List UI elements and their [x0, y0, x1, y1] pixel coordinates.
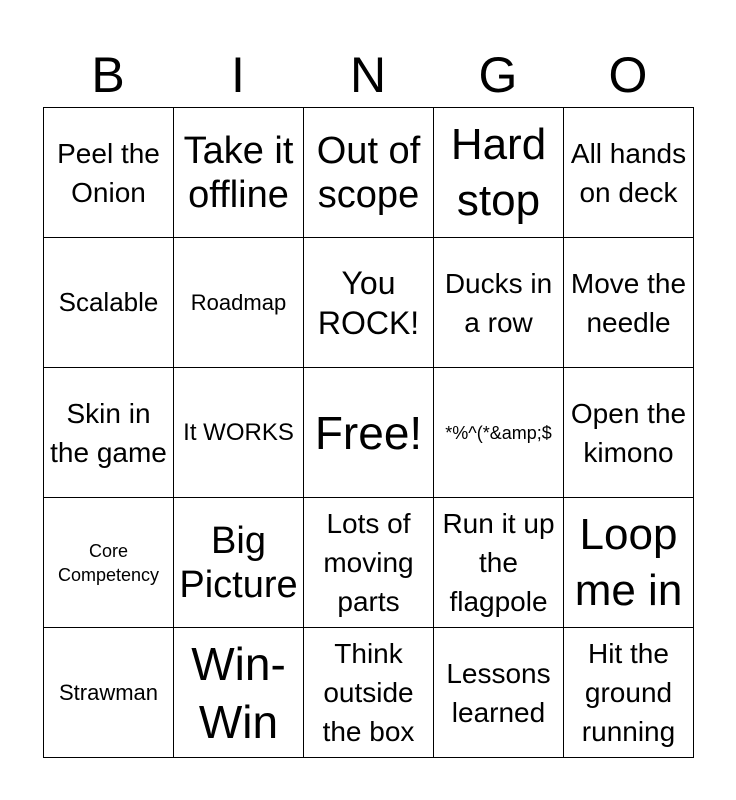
bingo-cell[interactable]: Peel the Onion — [44, 108, 174, 238]
bingo-cell[interactable]: It WORKS — [174, 368, 304, 498]
bingo-cell[interactable]: All hands on deck — [564, 108, 694, 238]
bingo-cell[interactable]: Skin in the game — [44, 368, 174, 498]
bingo-cell[interactable]: Scalable — [44, 238, 174, 368]
board-row — [44, 368, 694, 498]
bingo-cell[interactable]: Core Competency — [44, 498, 174, 628]
bingo-cell[interactable]: Win-Win — [174, 628, 304, 758]
header-letter-g: G — [478, 47, 518, 103]
bingo-cell[interactable]: Roadmap — [174, 238, 304, 368]
header-letter-i: I — [231, 47, 245, 103]
free-space-cell[interactable]: Free! — [304, 368, 434, 498]
bingo-cell[interactable]: Move the needle — [564, 238, 694, 368]
header-letter-n: N — [349, 47, 387, 103]
header-letter-o: O — [608, 47, 648, 103]
board-row — [44, 108, 694, 238]
bingo-header — [43, 45, 693, 105]
bingo-cell[interactable]: Take it offline — [174, 108, 304, 238]
bingo-cell[interactable]: Big Picture — [174, 498, 304, 628]
board-row — [44, 628, 694, 758]
bingo-cell[interactable]: Run it up the flagpole — [434, 498, 564, 628]
bingo-cell[interactable]: Lots of moving parts — [304, 498, 434, 628]
bingo-cell[interactable]: Hard stop — [434, 108, 564, 238]
header-letter-b: B — [91, 47, 125, 103]
board-row — [44, 498, 694, 628]
bingo-cell[interactable]: Loop me in — [564, 498, 694, 628]
bingo-cell[interactable]: Lessons learned — [434, 628, 564, 758]
bingo-cell[interactable]: You ROCK! — [304, 238, 434, 368]
bingo-cell[interactable]: Out of scope — [304, 108, 434, 238]
bingo-cell[interactable]: Hit the ground running — [564, 628, 694, 758]
bingo-cell[interactable]: Ducks in a row — [434, 238, 564, 368]
bingo-board — [43, 107, 694, 758]
bingo-cell[interactable]: Think outside the box — [304, 628, 434, 758]
bingo-cell[interactable]: Open the kimono — [564, 368, 694, 498]
bingo-cell[interactable]: *%^(*&amp;$ — [434, 368, 564, 498]
board-row — [44, 238, 694, 368]
bingo-cell[interactable]: Strawman — [44, 628, 174, 758]
